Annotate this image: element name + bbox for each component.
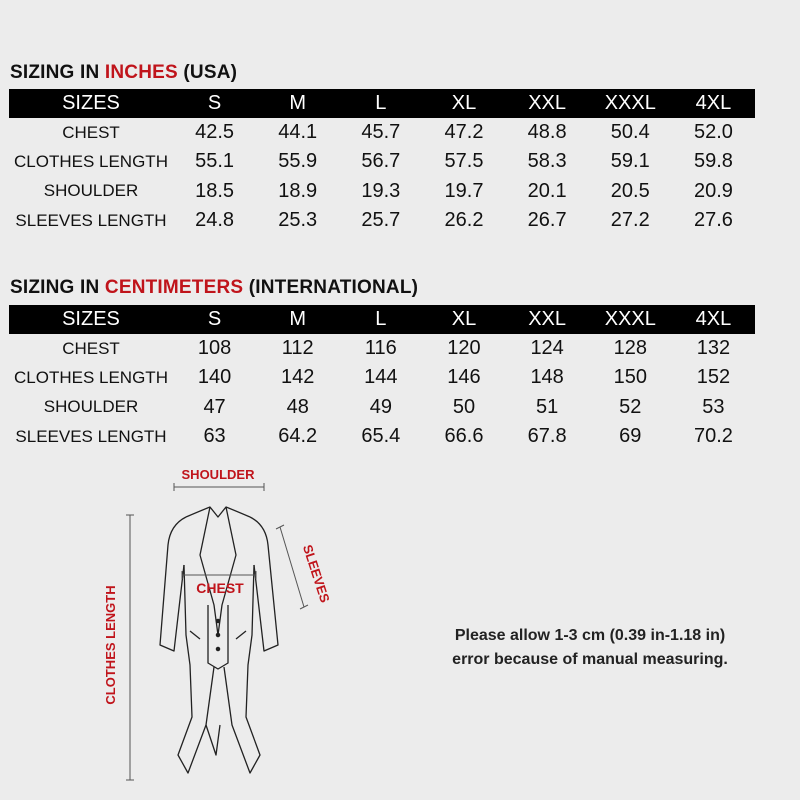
header-cell-s: S	[173, 305, 256, 334]
header-cell-4xl: 4XL	[672, 89, 755, 118]
table-cell: 64.2	[278, 425, 318, 448]
table-cell: 51	[536, 395, 559, 418]
table-cell: 67.8	[527, 425, 567, 448]
table-cell: 132	[696, 337, 731, 360]
inches-title-prefix: SIZING IN	[10, 62, 105, 83]
inches-title-suffix: (USA)	[177, 62, 238, 83]
table-cell: 18.9	[278, 179, 318, 202]
row-label: CHEST	[62, 122, 120, 142]
header-cell-m: M	[256, 305, 339, 334]
table-cell: 69	[619, 425, 642, 448]
header-cell-xxl: XXL	[506, 305, 589, 334]
tailcoat-outline	[160, 507, 278, 773]
header-cell-xxl: XXL	[506, 89, 589, 118]
header-cell-xl: XL	[422, 305, 505, 334]
table-cell: 56.7	[361, 150, 401, 173]
centimeters-size-table	[9, 305, 755, 451]
header-cell-xl: XL	[422, 89, 505, 118]
table-cell: 48	[286, 395, 309, 418]
sleeves-label: SLEEVES	[299, 542, 333, 605]
table-cell: 140	[197, 366, 232, 389]
inches-size-table	[9, 89, 755, 235]
header-cell-xxxl: XXXL	[589, 305, 672, 334]
table-cell: 50.4	[610, 121, 650, 144]
table-cell: 50	[452, 395, 476, 418]
inches-title-highlight: INCHES	[104, 62, 178, 83]
table-cell: 124	[530, 337, 564, 360]
table-cell: 152	[696, 366, 731, 389]
table-cell: 24.8	[195, 209, 235, 232]
table-cell: 25.7	[361, 209, 401, 232]
cm-title-suffix: (INTERNATIONAL)	[243, 277, 419, 298]
table-cell: 19.7	[444, 179, 484, 202]
table-cell: 108	[197, 337, 232, 360]
table-header-row	[9, 305, 755, 334]
row-label: SLEEVES LENGTH	[15, 426, 167, 446]
table-cell: 59.8	[693, 150, 733, 173]
cm-title-highlight: CENTIMETERS	[104, 277, 244, 298]
centimeters-section-title	[10, 277, 418, 299]
table-cell: 44.1	[278, 121, 318, 144]
row-label: SHOULDER	[43, 181, 139, 201]
table-cell: 47	[203, 395, 226, 418]
table-cell: 55.1	[195, 150, 235, 173]
table-cell: 52.0	[693, 121, 733, 144]
table-row	[9, 422, 755, 451]
shoulder-label: SHOULDER	[181, 467, 255, 482]
table-cell: 27.2	[610, 209, 650, 232]
table-cell: 142	[281, 366, 315, 389]
table-cell: 66.6	[444, 425, 484, 448]
cm-title-prefix: SIZING IN	[10, 277, 105, 298]
row-label: CHEST	[62, 338, 120, 358]
table-cell: 144	[364, 366, 398, 389]
header-cell-s: S	[173, 89, 256, 118]
table-cell: 58.3	[527, 150, 567, 173]
table-cell: 20.1	[527, 179, 567, 202]
table-cell: 27.6	[693, 209, 733, 232]
table-row	[9, 147, 755, 176]
table-cell: 146	[447, 366, 481, 389]
table-cell: 25.3	[278, 209, 318, 232]
measurement-disclaimer	[420, 624, 760, 672]
coat-measurement-diagram	[90, 455, 350, 795]
header-cell-4xl: 4XL	[672, 305, 755, 334]
table-cell: 49	[369, 395, 392, 418]
disclaimer-line-1: Please allow 1-3 cm (0.39 in-1.18 in)	[454, 627, 726, 644]
header-cell-m: M	[256, 89, 339, 118]
sleeves-indicator	[276, 525, 333, 609]
table-cell: 19.3	[361, 179, 401, 202]
table-cell: 52	[619, 395, 642, 418]
table-cell: 150	[613, 366, 647, 389]
table-cell: 48.8	[527, 121, 567, 144]
table-cell: 26.7	[527, 209, 567, 232]
inches-section-title	[10, 62, 237, 84]
table-cell: 112	[281, 337, 314, 360]
header-cell-l: L	[339, 89, 422, 118]
table-cell: 148	[530, 366, 564, 389]
table-cell: 53	[702, 395, 725, 418]
table-cell: 20.9	[693, 179, 733, 202]
table-header-row	[9, 89, 755, 118]
clothes-length-indicator	[103, 515, 134, 780]
table-cell: 59.1	[610, 150, 650, 173]
table-cell: 18.5	[195, 179, 235, 202]
row-label: SHOULDER	[43, 397, 139, 417]
table-row	[9, 177, 755, 206]
table-cell: 65.4	[361, 425, 401, 448]
disclaimer-line-2: error because of manual measuring.	[452, 651, 728, 668]
table-row	[9, 118, 755, 147]
table-cell: 57.5	[444, 150, 484, 173]
table-cell: 63	[203, 425, 226, 448]
table-cell: 47.2	[444, 121, 484, 144]
row-label: CLOTHES LENGTH	[14, 367, 168, 387]
table-row	[9, 393, 755, 422]
table-row	[9, 363, 755, 392]
header-cell-xxxl: XXXL	[589, 89, 672, 118]
header-cell-sizes: SIZES	[9, 89, 173, 118]
chest-indicator	[182, 571, 256, 596]
row-label: CLOTHES LENGTH	[14, 151, 168, 171]
table-cell: 55.9	[278, 150, 318, 173]
row-label: SLEEVES LENGTH	[15, 210, 167, 230]
header-cell-l: L	[339, 305, 422, 334]
table-cell: 42.5	[195, 121, 235, 144]
table-cell: 116	[364, 337, 397, 360]
shoulder-indicator	[174, 467, 264, 491]
table-row	[9, 206, 755, 235]
clothes-length-label: CLOTHES LENGTH	[103, 585, 118, 705]
table-cell: 128	[613, 337, 647, 360]
table-cell: 120	[447, 337, 481, 360]
header-cell-sizes: SIZES	[9, 305, 173, 334]
chest-label: CHEST	[196, 580, 244, 596]
table-cell: 20.5	[610, 179, 650, 202]
table-row	[9, 334, 755, 363]
table-cell: 45.7	[361, 121, 401, 144]
table-cell: 70.2	[693, 425, 733, 448]
table-cell: 26.2	[444, 209, 484, 232]
